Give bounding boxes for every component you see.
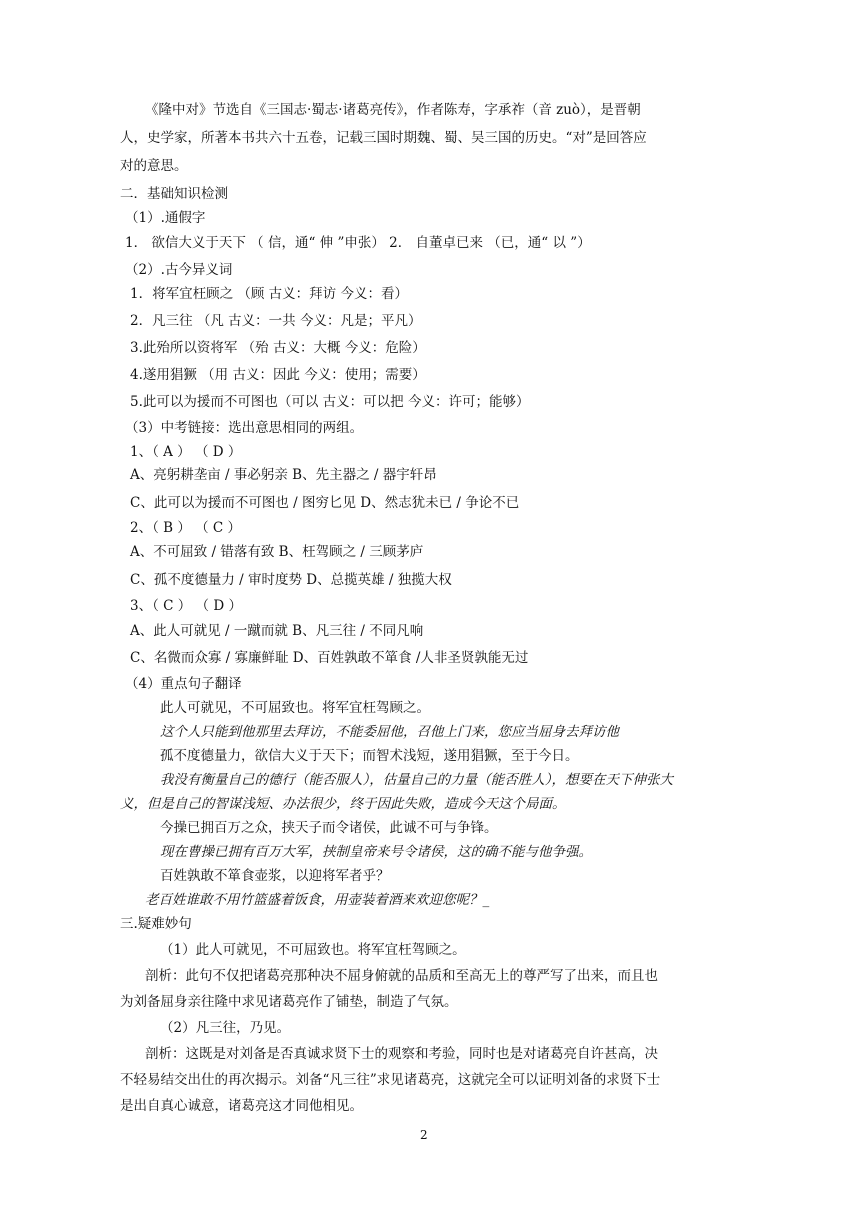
part-3-line: C、此可以为援而不可图也 / 图穷匕见 D、然志犹未已 / 争论不已 [130, 495, 520, 511]
part-3-line: C、孤不度德量力 / 审时度势 D、总揽英雄 / 独揽大权 [130, 572, 452, 588]
source-sentence: 今操已拥百万之众，挟天子而令诸侯，此诚不可与争锋。 [160, 820, 498, 836]
translation: 我没有衡量自己的德行（能否服人），估量自己的力量（能否胜人），想要在天下伸张大 [160, 772, 673, 788]
difficult-sentence-2: （2）凡三往，乃见。 [160, 1020, 291, 1036]
page-number: 2 [420, 1128, 428, 1142]
difficult-sentence-1: （1）此人可就见，不可屈致也。将军宜枉驾顾之。 [160, 942, 466, 958]
part-2-line: 5.此可以为援而不可图也（可以 古义：可以把 今义：许可；能够） [130, 394, 530, 410]
intro-line-3: 对的意思。 [120, 158, 188, 174]
part-2-title: （2）.古今异义词 [125, 262, 233, 278]
translation: 这个人只能到他那里去拜访，不能委屈他，召他上门来，您应当屈身去拜访他 [160, 724, 619, 740]
part-3-line: C、名微而众寡 / 寡廉鲜耻 D、百姓孰敢不箪食 /人非圣贤孰能无过 [130, 650, 529, 666]
translation: 老百姓谁敢不用竹篮盛着饭食，用壶装着酒来欢迎您呢？_ [145, 892, 490, 908]
source-sentence: 此人可就见，不可屈致也。将军宜枉驾顾之。 [160, 700, 430, 716]
part-2-line: 4.遂用猖獗 （用 古义：因此 今义：使用；需要） [130, 367, 426, 383]
intro-line-2: 人，史学家，所著本书共六十五卷，记载三国时期魏、蜀、吴三国的历史。“对”是回答应 [120, 130, 647, 146]
part-3-line: A、亮躬耕垄亩 / 事必躬亲 B、先主器之 / 器宇轩昂 [130, 467, 437, 483]
analysis-1-line: 为刘备屈身亲往隆中求见诸葛亮作了铺垫，制造了气氛。 [120, 994, 458, 1010]
analysis-2-line: 不轻易结交出仕的再次揭示。刘备“凡三往”求见诸葛亮，这就完全可以证明刘备的求贤下士 [120, 1072, 661, 1088]
source-sentence: 百姓孰敢不箪食壶浆，以迎将军者乎？ [160, 868, 390, 884]
part-1-title: （1）.通假字 [125, 210, 206, 226]
part-3-title: （3）中考链接：选出意思相同的两组。 [125, 420, 364, 436]
analysis-2-line: 剖析：这既是对刘备是否真诚求贤下士的观察和考验，同时也是对诸葛亮自许甚高，决 [145, 1046, 658, 1062]
analysis-2-line: 是出自真心诚意，诸葛亮这才同他相见。 [120, 1098, 363, 1114]
part-2-line: 2．凡三往 （凡 古义：一共 今义：凡是；平凡） [130, 313, 422, 329]
part-3-line: A、此人可就见 / 一蹴而就 B、凡三往 / 不同凡响 [130, 623, 424, 639]
part-3-line: 2、（ B ） （ C ） [130, 520, 242, 536]
translation: 现在曹操已拥有百万大军，挟制皇帝来号令诸侯，这的确不能与他争强。 [160, 844, 592, 860]
part-3-line: A、不可屈致 / 错落有致 B、枉驾顾之 / 三顾茅庐 [130, 544, 424, 560]
part-3-line: 3、（ C ） （ D ） [130, 598, 242, 614]
translation: 义，但是自己的智谋浅短、办法很少，终于因此失败，造成今天这个局面。 [120, 796, 566, 812]
part-3-line: 1、（ A ） （ D ） [130, 444, 242, 460]
source-sentence: 孤不度德量力，欲信大义于天下；而智术浅短，遂用猖獗，至于今日。 [160, 748, 579, 764]
part-2-line: 3.此殆所以资将军 （殆 古义：大概 今义：危险） [130, 340, 426, 356]
intro-line-1: 《隆中对》节选自《三国志·蜀志·诸葛亮传》，作者陈寿，字承祚（音 zuò），是晋朝 [145, 102, 641, 118]
part-2-line: 1．将军宜枉顾之 （顾 古义：拜访 今义：看） [130, 286, 408, 302]
part-4-title: （4）重点句子翻译 [125, 676, 242, 692]
part-1-line: 1． 欲信大义于天下 （ 信，通“ 伸 ”申张） 2． 自董卓已来 （已，通“ 以 ”） [125, 235, 591, 251]
analysis-1-line: 剖析：此句不仅把诸葛亮那种决不屈身俯就的品质和至高无上的尊严写了出来，而且也 [145, 968, 658, 984]
section-3-title: 三.疑难妙句 [120, 916, 192, 932]
section-2-title: 二．基础知识检测 [120, 186, 228, 202]
